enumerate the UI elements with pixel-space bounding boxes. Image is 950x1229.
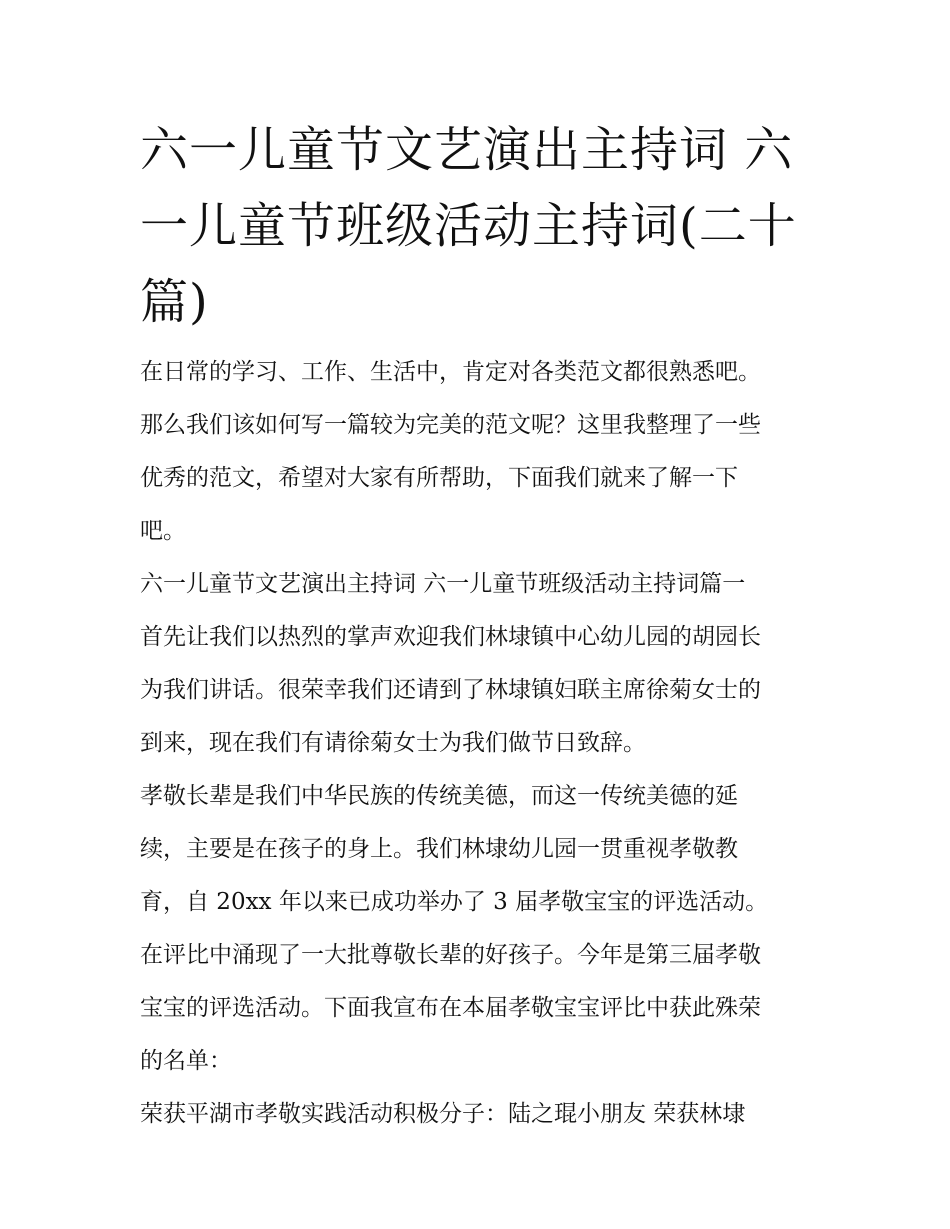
title-line: 一儿童节班级活动主持词(二十 [140, 198, 797, 254]
body-paragraph [140, 770, 812, 1088]
document-body [140, 346, 812, 1141]
text-line: 育，自 20xx 年以来已成功举办了 3 届孝敬宝宝的评选活动。 [140, 889, 769, 915]
body-paragraph [140, 611, 812, 770]
text-line: 为我们讲话。很荣幸我们还请到了林埭镇妇联主席徐菊女士的 [140, 677, 761, 703]
text-line: 到来，现在我们有请徐菊女士为我们做节日致辞。 [140, 730, 646, 756]
text-line: 的名单： [140, 1048, 232, 1074]
text-line: 续，主要是在孩子的身上。我们林埭幼儿园一贯重视孝敬教 [140, 836, 738, 862]
title-line: 六一儿童节文艺演出主持词 六 [140, 122, 794, 178]
text-line: 荣获平湖市孝敬实践活动积极分子：陆之琨小朋友 荣获林埭 [140, 1101, 746, 1127]
text-line: 六一儿童节文艺演出主持词 六一儿童节班级活动主持词篇一 [140, 571, 746, 597]
title-line: 篇) [140, 274, 209, 330]
text-line: 孝敬长辈是我们中华民族的传统美德，而这一传统美德的延 [140, 783, 738, 809]
document-title [140, 112, 812, 340]
text-line: 宝宝的评选活动。下面我宣布在本届孝敬宝宝评比中获此殊荣 [140, 995, 761, 1021]
intro-paragraph [140, 346, 812, 558]
document-page [140, 112, 812, 1141]
body-paragraph [140, 1088, 812, 1141]
text-line: 优秀的范文，希望对大家有所帮助，下面我们就来了解一下 [140, 465, 738, 491]
text-line: 在评比中涌现了一大批尊敬长辈的好孩子。今年是第三届孝敬 [140, 942, 761, 968]
text-line: 首先让我们以热烈的掌声欢迎我们林埭镇中心幼儿园的胡园长 [140, 624, 761, 650]
text-line: 吧。 [140, 518, 186, 544]
text-line: 那么我们该如何写一篇较为完美的范文呢？这里我整理了一些 [140, 412, 761, 438]
section-heading [140, 558, 812, 611]
text-line: 在日常的学习、工作、生活中，肯定对各类范文都很熟悉吧。 [140, 359, 761, 385]
